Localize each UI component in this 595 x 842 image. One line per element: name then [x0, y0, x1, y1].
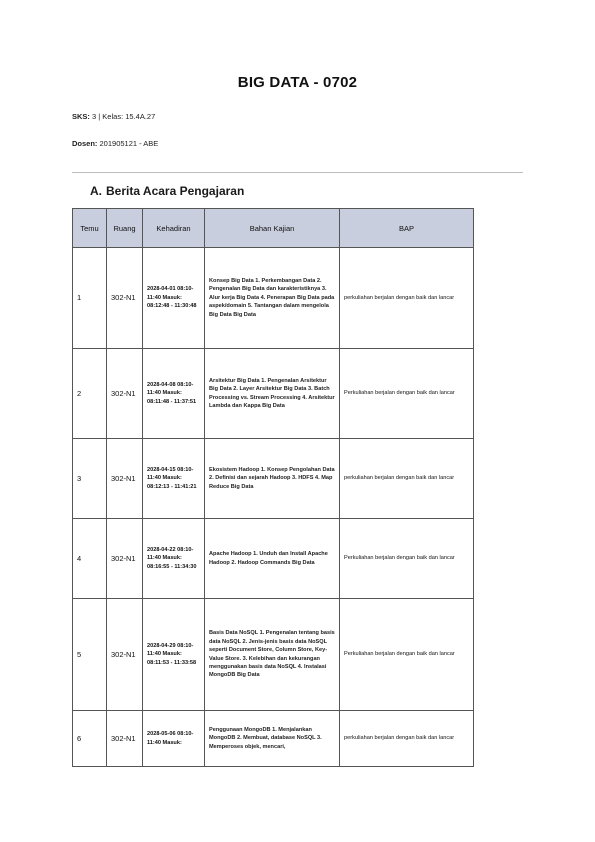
table-row — [73, 439, 474, 519]
cell-kehadiran: 2028-04-15 08:10-11:40 Masuk: 08:12:13 - 11:41:21 — [143, 439, 205, 519]
header-bahan-kajian: Bahan Kajian — [205, 209, 340, 248]
cell-kehadiran: 2028-04-08 08:10-11:40 Masuk: 08:11:48 - 11:37:51 — [143, 349, 205, 439]
table-row — [73, 248, 474, 349]
section-letter: A. — [90, 184, 102, 198]
sks-label: SKS: — [72, 112, 90, 121]
cell-temu: 1 — [73, 248, 107, 349]
section-title: Berita Acara Pengajaran — [106, 184, 245, 198]
berita-acara-table — [72, 208, 474, 767]
header-bap: BAP — [340, 209, 474, 248]
cell-bap: perkuliahan berjalan dengan baik dan lancar — [340, 439, 474, 519]
cell-temu: 6 — [73, 711, 107, 767]
cell-bap: perkuliahan berjalan dengan baik dan lancar — [340, 711, 474, 767]
cell-ruang: 302-N1 — [107, 248, 143, 349]
table-row — [73, 599, 474, 711]
divider — [72, 172, 523, 173]
cell-ruang: 302-N1 — [107, 519, 143, 599]
cell-temu: 3 — [73, 439, 107, 519]
cell-ruang: 302-N1 — [107, 599, 143, 711]
cell-ruang: 302-N1 — [107, 349, 143, 439]
cell-bahan-kajian: Konsep Big Data 1. Perkembangan Data 2. Pengenalan Big Data dan karakteristiknya 3. Alur kerja Big Data 4. Penerapan Big Data pada aspek/domain 5. Tantangan dalam mengelola Big Data Big Data — [205, 248, 340, 349]
section-heading — [90, 184, 244, 198]
cell-kehadiran: 2028-04-01 08:10-11:40 Masuk: 08:12:48 - 11:30:48 — [143, 248, 205, 349]
table-header-row — [73, 209, 474, 248]
cell-bap: Perkuliahan berjalan dengan baik dan lancar — [340, 519, 474, 599]
page-title: BIG DATA - 0702 — [237, 74, 358, 91]
sks-class-info — [72, 112, 155, 121]
cell-ruang: 302-N1 — [107, 711, 143, 767]
cell-kehadiran: 2028-05-06 08:10-11:40 Masuk: — [143, 711, 205, 767]
dosen-info — [72, 139, 158, 148]
dosen-label: Dosen: — [72, 139, 98, 148]
cell-kehadiran: 2028-04-22 08:10-11:40 Masuk: 08:16:55 - 11:34:30 — [143, 519, 205, 599]
table-row — [73, 711, 474, 767]
cell-kehadiran: 2028-04-29 08:10-11:40 Masuk: 08:11:53 - 11:33:58 — [143, 599, 205, 711]
cell-bap: Perkuliahan berjalan dengan baik dan lancar — [340, 599, 474, 711]
cell-bahan-kajian: Basis Data NoSQL 1. Pengenalan tentang basis data NoSQL 2. Jenis-jenis basis data NoSQL seperti Document Store, Column Store, Key-Value Store. 3. Kelebihan dan kekurangan menggunakan basis data NoSQL 4. Instalasi MongoDB Big Data — [205, 599, 340, 711]
header-kehadiran: Kehadiran — [143, 209, 205, 248]
header-temu: Temu — [73, 209, 107, 248]
sks-value: 3 | Kelas: 15.4A.27 — [92, 112, 156, 121]
cell-bahan-kajian: Penggunaan MongoDB 1. Menjalankan MongoDB 2. Membuat, database NoSQL 3. Memperoses objek, mencari, — [205, 711, 340, 767]
cell-bap: Perkuliahan berjalan dengan baik dan lancar — [340, 349, 474, 439]
cell-temu: 5 — [73, 599, 107, 711]
cell-bahan-kajian: Ekosistem Hadoop 1. Konsep Pengolahan Data 2. Definisi dan sejarah Hadoop 3. HDFS 4. Map Reduce Big Data — [205, 439, 340, 519]
table-row — [73, 349, 474, 439]
cell-temu: 4 — [73, 519, 107, 599]
dosen-value: 201905121 - ABE — [99, 139, 159, 148]
cell-temu: 2 — [73, 349, 107, 439]
cell-bap: perkuliahan berjalan dengan baik dan lancar — [340, 248, 474, 349]
header-ruang: Ruang — [107, 209, 143, 248]
cell-bahan-kajian: Arsitektur Big Data 1. Pengenalan Arsitektur Big Data 2. Layer Arsitektur Big Data 3. Batch Processing vs. Stream Processing 4. Arsitektur Lambda dan Kappa Big Data — [205, 349, 340, 439]
cell-ruang: 302-N1 — [107, 439, 143, 519]
table-row — [73, 519, 474, 599]
cell-bahan-kajian: Apache Hadoop 1. Unduh dan Install Apache Hadoop 2. Hadoop Commands Big Data — [205, 519, 340, 599]
